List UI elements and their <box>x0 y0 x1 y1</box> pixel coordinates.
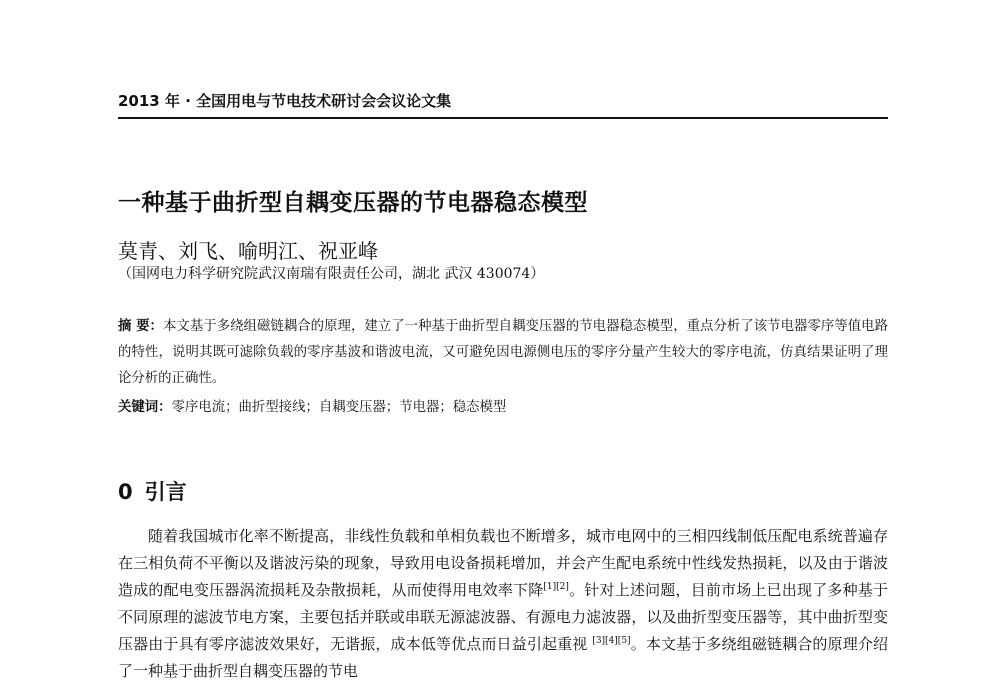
abstract-label: 摘 要： <box>118 319 163 334</box>
keywords-text: 零序电流；曲折型接线；自耦变压器；节电器；稳态模型 <box>171 400 507 415</box>
body-text-part1: 随着我国城市化率不断提高，非线性负载和单相负载也不断增多，城市电网中的三相四线制低压配电系统普遍存在三相负荷不平衡以及谐波污染的现象，导致用电设备损耗增加，并会产生配电系统中性线发热损耗，以及由于谐波造成的配电变压器涡流损耗及杂散损耗，从而使得用电效率下降 <box>118 527 888 599</box>
section-heading <box>118 476 187 506</box>
abstract-text: 本文基于多绕组磁链耦合的原理，建立了一种基于曲折型自耦变压器的节电器稳态模型，重点分析了该节电器零序等值电路的特性，说明其既可滤除负载的零序基波和谐波电流，又可避免因电源侧电压的零序分量产生较大的零序电流，仿真结果证明了理论分析的正确性。 <box>118 319 888 386</box>
running-header: 2013 年 · 全国用电与节电技术研讨会会议论文集 <box>118 90 888 119</box>
body-paragraph <box>118 523 888 685</box>
abstract <box>118 314 888 392</box>
intro-paragraph <box>118 523 888 685</box>
keywords-label: 关键词： <box>118 400 172 415</box>
citation-ref: [3][4][5] <box>592 636 631 646</box>
body-text-part3: 。本文基于多绕组磁链耦合的原理介绍了一种基于曲折型自耦变压器的节电 <box>118 635 888 680</box>
section-number: 0 <box>118 480 133 504</box>
keywords <box>118 396 888 415</box>
author-list: 莫青、刘飞、喻明江、祝亚峰 <box>118 239 378 263</box>
paper-title: 一种基于曲折型自耦变压器的节电器稳态模型 <box>118 190 588 216</box>
affiliation: （国网电力科学研究院武汉南瑞有限责任公司，湖北 武汉 430074） <box>118 266 545 282</box>
section-title: 引言 <box>144 480 187 504</box>
body-text-part2: 。针对上述问题，目前市场上已出现了多种基于不同原理的滤波节电方案，主要包括并联或串联无源滤波器、有源电力滤波器，以及曲折型变压器等，其中曲折型变压器由于具有零序滤波效果好，无谐振，成本低等优点而日益引起重视 <box>118 581 888 653</box>
citation-ref: [1][2] <box>543 582 569 592</box>
